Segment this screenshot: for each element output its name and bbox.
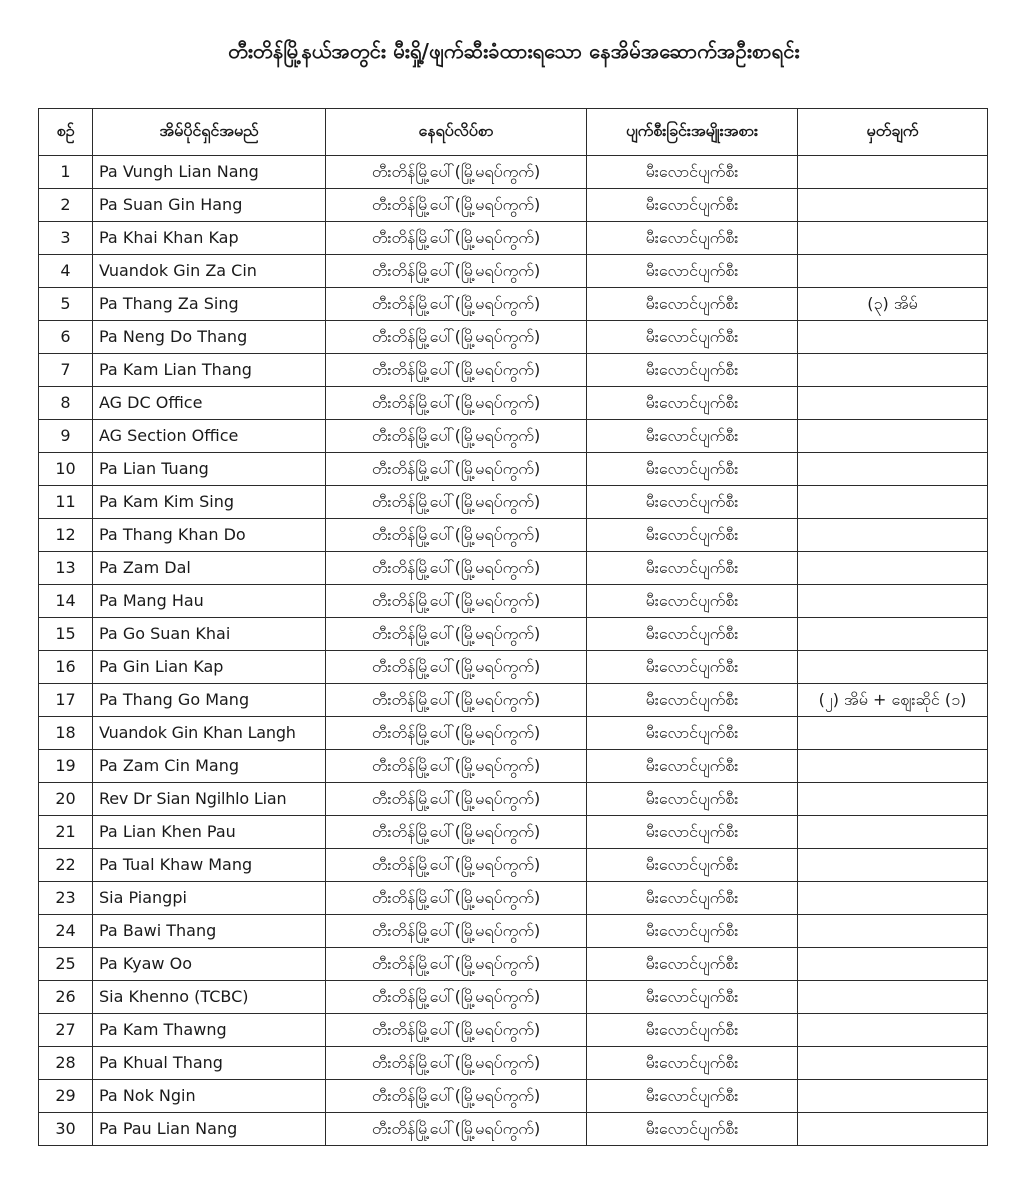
cell-remark bbox=[798, 717, 988, 750]
cell-no: 22 bbox=[39, 849, 93, 882]
document-title: တီးတိန်မြို့နယ်အတွင်း မီးရှို့/ဖျက်ဆီးခံထားရသော နေအိမ်အဆောက်အဦးစာရင်း bbox=[228, 39, 800, 63]
cell-owner-name: Vuandok Gin Za Cin bbox=[93, 255, 326, 288]
cell-remark bbox=[798, 1047, 988, 1080]
cell-owner-name: Pa Zam Dal bbox=[93, 552, 326, 585]
cell-damage-type: မီးလောင်ပျက်စီး bbox=[587, 750, 798, 783]
cell-address: တီးတိန်မြို့ပေါ်(မြို့မရပ်ကွက်) bbox=[326, 948, 587, 981]
cell-owner-name: AG DC Office bbox=[93, 387, 326, 420]
cell-remark bbox=[798, 651, 988, 684]
cell-remark bbox=[798, 420, 988, 453]
cell-owner-name: Rev Dr Sian Ngilhlo Lian bbox=[93, 783, 326, 816]
cell-no: 8 bbox=[39, 387, 93, 420]
cell-no: 21 bbox=[39, 816, 93, 849]
cell-damage-type: မီးလောင်ပျက်စီး bbox=[587, 849, 798, 882]
cell-damage-type: မီးလောင်ပျက်စီး bbox=[587, 519, 798, 552]
cell-remark bbox=[798, 882, 988, 915]
cell-remark bbox=[798, 981, 988, 1014]
table-row bbox=[39, 1113, 988, 1146]
cell-damage-type: မီးလောင်ပျက်စီး bbox=[587, 354, 798, 387]
cell-no: 24 bbox=[39, 915, 93, 948]
cell-remark bbox=[798, 618, 988, 651]
cell-address: တီးတိန်မြို့ပေါ်(မြို့မရပ်ကွက်) bbox=[326, 552, 587, 585]
cell-owner-name: Pa Lian Tuang bbox=[93, 453, 326, 486]
cell-damage-type: မီးလောင်ပျက်စီး bbox=[587, 651, 798, 684]
cell-remark bbox=[798, 1014, 988, 1047]
cell-no: 9 bbox=[39, 420, 93, 453]
cell-remark bbox=[798, 486, 988, 519]
cell-owner-name: Pa Kam Kim Sing bbox=[93, 486, 326, 519]
cell-address: တီးတိန်မြို့ပေါ်(မြို့မရပ်ကွက်) bbox=[326, 585, 587, 618]
cell-owner-name: Pa Lian Khen Pau bbox=[93, 816, 326, 849]
cell-remark bbox=[798, 1113, 988, 1146]
cell-owner-name: Pa Kam Thawng bbox=[93, 1014, 326, 1047]
cell-damage-type: မီးလောင်ပျက်စီး bbox=[587, 717, 798, 750]
table-row bbox=[39, 816, 988, 849]
table-row bbox=[39, 255, 988, 288]
cell-owner-name: Sia Piangpi bbox=[93, 882, 326, 915]
cell-address: တီးတိန်မြို့ပေါ်(မြို့မရပ်ကွက်) bbox=[326, 1113, 587, 1146]
cell-remark bbox=[798, 387, 988, 420]
cell-owner-name: Pa Kam Lian Thang bbox=[93, 354, 326, 387]
cell-owner-name: Pa Gin Lian Kap bbox=[93, 651, 326, 684]
cell-owner-name: Pa Nok Ngin bbox=[93, 1080, 326, 1113]
cell-damage-type: မီးလောင်ပျက်စီး bbox=[587, 618, 798, 651]
cell-no: 2 bbox=[39, 189, 93, 222]
cell-owner-name: Vuandok Gin Khan Langh bbox=[93, 717, 326, 750]
cell-owner-name: Pa Khai Khan Kap bbox=[93, 222, 326, 255]
table-row bbox=[39, 453, 988, 486]
cell-damage-type: မီးလောင်ပျက်စီး bbox=[587, 948, 798, 981]
table-row bbox=[39, 222, 988, 255]
cell-owner-name: Pa Neng Do Thang bbox=[93, 321, 326, 354]
cell-address: တီးတိန်မြို့ပေါ်(မြို့မရပ်ကွက်) bbox=[326, 750, 587, 783]
table-header-row bbox=[39, 109, 988, 156]
cell-address: တီးတိန်မြို့ပေါ်(မြို့မရပ်ကွက်) bbox=[326, 519, 587, 552]
cell-remark bbox=[798, 156, 988, 189]
cell-no: 28 bbox=[39, 1047, 93, 1080]
cell-remark bbox=[798, 321, 988, 354]
table-row bbox=[39, 519, 988, 552]
table-row bbox=[39, 1080, 988, 1113]
cell-no: 26 bbox=[39, 981, 93, 1014]
cell-damage-type: မီးလောင်ပျက်စီး bbox=[587, 189, 798, 222]
cell-no: 29 bbox=[39, 1080, 93, 1113]
cell-address: တီးတိန်မြို့ပေါ်(မြို့မရပ်ကွက်) bbox=[326, 156, 587, 189]
cell-damage-type: မီးလောင်ပျက်စီး bbox=[587, 453, 798, 486]
cell-damage-type: မီးလောင်ပျက်စီး bbox=[587, 255, 798, 288]
table-row bbox=[39, 684, 988, 717]
cell-remark bbox=[798, 1080, 988, 1113]
cell-no: 7 bbox=[39, 354, 93, 387]
table-row bbox=[39, 486, 988, 519]
cell-remark bbox=[798, 948, 988, 981]
cell-damage-type: မီးလောင်ပျက်စီး bbox=[587, 552, 798, 585]
cell-address: တီးတိန်မြို့ပေါ်(မြို့မရပ်ကွက်) bbox=[326, 1080, 587, 1113]
cell-no: 27 bbox=[39, 1014, 93, 1047]
cell-no: 12 bbox=[39, 519, 93, 552]
cell-damage-type: မီးလောင်ပျက်စီး bbox=[587, 387, 798, 420]
cell-owner-name: Pa Bawi Thang bbox=[93, 915, 326, 948]
cell-no: 13 bbox=[39, 552, 93, 585]
cell-address: တီးတိန်မြို့ပေါ်(မြို့မရပ်ကွက်) bbox=[326, 849, 587, 882]
cell-no: 20 bbox=[39, 783, 93, 816]
cell-remark: (၂) အိမ် + ဈေးဆိုင် (၁) bbox=[798, 684, 988, 717]
cell-no: 5 bbox=[39, 288, 93, 321]
table-row bbox=[39, 156, 988, 189]
cell-owner-name: Sia Khenno (TCBC) bbox=[93, 981, 326, 1014]
cell-damage-type: မီးလောင်ပျက်စီး bbox=[587, 1080, 798, 1113]
cell-owner-name: Pa Mang Hau bbox=[93, 585, 326, 618]
table-row bbox=[39, 552, 988, 585]
cell-no: 1 bbox=[39, 156, 93, 189]
table-row bbox=[39, 585, 988, 618]
table-row bbox=[39, 981, 988, 1014]
cell-remark bbox=[798, 552, 988, 585]
cell-damage-type: မီးလောင်ပျက်စီး bbox=[587, 915, 798, 948]
cell-owner-name: Pa Vungh Lian Nang bbox=[93, 156, 326, 189]
table-row bbox=[39, 321, 988, 354]
cell-remark bbox=[798, 915, 988, 948]
cell-no: 6 bbox=[39, 321, 93, 354]
cell-owner-name: Pa Zam Cin Mang bbox=[93, 750, 326, 783]
cell-damage-type: မီးလောင်ပျက်စီး bbox=[587, 222, 798, 255]
cell-address: တီးတိန်မြို့ပေါ်(မြို့မရပ်ကွက်) bbox=[326, 882, 587, 915]
table-row bbox=[39, 750, 988, 783]
cell-damage-type: မီးလောင်ပျက်စီး bbox=[587, 1047, 798, 1080]
table-row bbox=[39, 717, 988, 750]
cell-damage-type: မီးလောင်ပျက်စီး bbox=[587, 882, 798, 915]
cell-remark: (၃) အိမ် bbox=[798, 288, 988, 321]
table-row bbox=[39, 387, 988, 420]
cell-remark bbox=[798, 189, 988, 222]
cell-damage-type: မီးလောင်ပျက်စီး bbox=[587, 321, 798, 354]
cell-address: တီးတိန်မြို့ပေါ်(မြို့မရပ်ကွက်) bbox=[326, 354, 587, 387]
table-row bbox=[39, 882, 988, 915]
cell-owner-name: AG Section Office bbox=[93, 420, 326, 453]
table-row bbox=[39, 618, 988, 651]
table-row bbox=[39, 288, 988, 321]
cell-no: 14 bbox=[39, 585, 93, 618]
cell-address: တီးတိန်မြို့ပေါ်(မြို့မရပ်ကွက်) bbox=[326, 255, 587, 288]
cell-damage-type: မီးလောင်ပျက်စီး bbox=[587, 684, 798, 717]
table-row bbox=[39, 189, 988, 222]
cell-address: တီးတိန်မြို့ပေါ်(မြို့မရပ်ကွက်) bbox=[326, 222, 587, 255]
cell-no: 15 bbox=[39, 618, 93, 651]
header-no: စဉ် bbox=[39, 109, 93, 156]
header-owner-name: အိမ်ပိုင်ရှင်အမည် bbox=[93, 109, 326, 156]
cell-remark bbox=[798, 354, 988, 387]
cell-owner-name: Pa Kyaw Oo bbox=[93, 948, 326, 981]
cell-address: တီးတိန်မြို့ပေါ်(မြို့မရပ်ကွက်) bbox=[326, 783, 587, 816]
cell-no: 25 bbox=[39, 948, 93, 981]
table-row bbox=[39, 354, 988, 387]
cell-damage-type: မီးလောင်ပျက်စီး bbox=[587, 420, 798, 453]
cell-no: 4 bbox=[39, 255, 93, 288]
cell-owner-name: Pa Tual Khaw Mang bbox=[93, 849, 326, 882]
cell-no: 19 bbox=[39, 750, 93, 783]
table-row bbox=[39, 1047, 988, 1080]
damaged-houses-table bbox=[38, 108, 988, 1146]
cell-no: 3 bbox=[39, 222, 93, 255]
cell-damage-type: မီးလောင်ပျက်စီး bbox=[587, 288, 798, 321]
header-remark: မှတ်ချက် bbox=[798, 109, 988, 156]
table-body bbox=[39, 156, 988, 1146]
cell-no: 30 bbox=[39, 1113, 93, 1146]
cell-remark bbox=[798, 222, 988, 255]
cell-no: 17 bbox=[39, 684, 93, 717]
table-row bbox=[39, 1014, 988, 1047]
cell-damage-type: မီးလောင်ပျက်စီး bbox=[587, 585, 798, 618]
table-row bbox=[39, 915, 988, 948]
cell-address: တီးတိန်မြို့ပေါ်(မြို့မရပ်ကွက်) bbox=[326, 387, 587, 420]
cell-remark bbox=[798, 849, 988, 882]
cell-address: တီးတိန်မြို့ပေါ်(မြို့မရပ်ကွက်) bbox=[326, 486, 587, 519]
cell-damage-type: မီးလောင်ပျက်စီး bbox=[587, 816, 798, 849]
cell-damage-type: မီးလောင်ပျက်စီး bbox=[587, 981, 798, 1014]
cell-remark bbox=[798, 519, 988, 552]
cell-remark bbox=[798, 750, 988, 783]
cell-owner-name: Pa Go Suan Khai bbox=[93, 618, 326, 651]
cell-owner-name: Pa Pau Lian Nang bbox=[93, 1113, 326, 1146]
cell-no: 16 bbox=[39, 651, 93, 684]
cell-address: တီးတိန်မြို့ပေါ်(မြို့မရပ်ကွက်) bbox=[326, 453, 587, 486]
cell-address: တီးတိန်မြို့ပေါ်(မြို့မရပ်ကွက်) bbox=[326, 651, 587, 684]
header-damage-type: ပျက်စီးခြင်းအမျိုးအစား bbox=[587, 109, 798, 156]
cell-damage-type: မီးလောင်ပျက်စီး bbox=[587, 156, 798, 189]
cell-damage-type: မီးလောင်ပျက်စီး bbox=[587, 783, 798, 816]
cell-remark bbox=[798, 585, 988, 618]
table-row bbox=[39, 420, 988, 453]
header-address: နေရပ်လိပ်စာ bbox=[326, 109, 587, 156]
cell-remark bbox=[798, 816, 988, 849]
cell-owner-name: Pa Thang Khan Do bbox=[93, 519, 326, 552]
cell-address: တီးတိန်မြို့ပေါ်(မြို့မရပ်ကွက်) bbox=[326, 717, 587, 750]
cell-remark bbox=[798, 783, 988, 816]
cell-address: တီးတိန်မြို့ပေါ်(မြို့မရပ်ကွက်) bbox=[326, 288, 587, 321]
table-row bbox=[39, 849, 988, 882]
cell-address: တီးတိန်မြို့ပေါ်(မြို့မရပ်ကွက်) bbox=[326, 420, 587, 453]
table-row bbox=[39, 783, 988, 816]
cell-no: 10 bbox=[39, 453, 93, 486]
cell-address: တီးတိန်မြို့ပေါ်(မြို့မရပ်ကွက်) bbox=[326, 915, 587, 948]
cell-damage-type: မီးလောင်ပျက်စီး bbox=[587, 486, 798, 519]
cell-owner-name: Pa Suan Gin Hang bbox=[93, 189, 326, 222]
cell-no: 23 bbox=[39, 882, 93, 915]
cell-address: တီးတိန်မြို့ပေါ်(မြို့မရပ်ကွက်) bbox=[326, 981, 587, 1014]
cell-owner-name: Pa Thang Za Sing bbox=[93, 288, 326, 321]
cell-no: 11 bbox=[39, 486, 93, 519]
table-row bbox=[39, 948, 988, 981]
table-row bbox=[39, 651, 988, 684]
cell-no: 18 bbox=[39, 717, 93, 750]
cell-address: တီးတိန်မြို့ပေါ်(မြို့မရပ်ကွက်) bbox=[326, 1014, 587, 1047]
cell-owner-name: Pa Khual Thang bbox=[93, 1047, 326, 1080]
cell-address: တီးတိန်မြို့ပေါ်(မြို့မရပ်ကွက်) bbox=[326, 618, 587, 651]
cell-address: တီးတိန်မြို့ပေါ်(မြို့မရပ်ကွက်) bbox=[326, 321, 587, 354]
cell-address: တီးတိန်မြို့ပေါ်(မြို့မရပ်ကွက်) bbox=[326, 1047, 587, 1080]
cell-damage-type: မီးလောင်ပျက်စီး bbox=[587, 1014, 798, 1047]
cell-damage-type: မီးလောင်ပျက်စီး bbox=[587, 1113, 798, 1146]
cell-owner-name: Pa Thang Go Mang bbox=[93, 684, 326, 717]
cell-remark bbox=[798, 453, 988, 486]
cell-address: တီးတိန်မြို့ပေါ်(မြို့မရပ်ကွက်) bbox=[326, 684, 587, 717]
cell-address: တီးတိန်မြို့ပေါ်(မြို့မရပ်ကွက်) bbox=[326, 816, 587, 849]
cell-remark bbox=[798, 255, 988, 288]
cell-address: တီးတိန်မြို့ပေါ်(မြို့မရပ်ကွက်) bbox=[326, 189, 587, 222]
